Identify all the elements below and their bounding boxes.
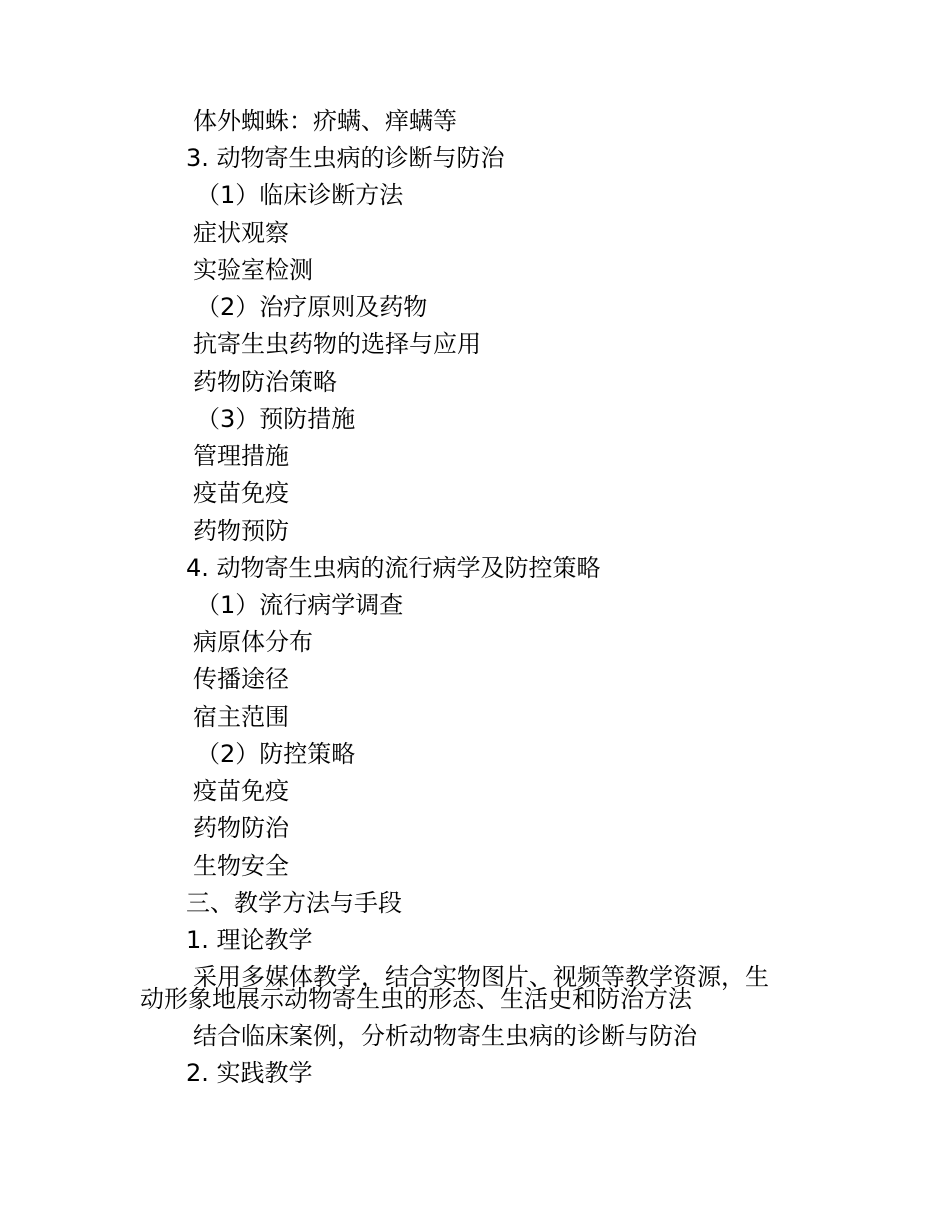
- paragraph-line: 结合临床案例，分析动物寄生虫病的诊断与防治: [193, 1022, 697, 1050]
- subsection-heading: （3）预防措施: [196, 405, 356, 433]
- text-line: 病原体分布: [193, 628, 313, 656]
- text-line: 药物防治策略: [193, 368, 337, 396]
- subsection-heading: （2）治疗原则及药物: [196, 293, 428, 321]
- text-line: 宿主范围: [193, 703, 289, 731]
- text-line: 生物安全: [193, 852, 289, 880]
- text-line: 药物预防: [193, 517, 289, 545]
- section-heading: 2. 实践教学: [186, 1059, 313, 1087]
- chapter-heading: 三、教学方法与手段: [186, 889, 402, 917]
- text-line: 症状观察: [193, 219, 289, 247]
- subsection-heading: （1）临床诊断方法: [196, 181, 404, 209]
- section-heading: 1. 理论教学: [186, 926, 313, 954]
- paragraph-line: 采用多媒体教学，结合实物图片、视频等教学资源，生: [193, 963, 769, 991]
- subsection-heading: （1）流行病学调查: [196, 591, 404, 619]
- paragraph-line-continued: 动形象地展示动物寄生虫的形态、生活史和防治方法: [140, 985, 692, 1013]
- text-line: 传播途径: [193, 665, 289, 693]
- text-line: 抗寄生虫药物的选择与应用: [193, 330, 481, 358]
- text-line: 实验室检测: [193, 256, 313, 284]
- section-heading: 3. 动物寄生虫病的诊断与防治: [186, 144, 505, 172]
- text-line: 管理措施: [193, 442, 289, 470]
- subsection-heading: （2）防控策略: [196, 740, 356, 768]
- text-line: 药物防治: [193, 814, 289, 842]
- section-heading: 4. 动物寄生虫病的流行病学及防控策略: [186, 554, 601, 582]
- text-line: 体外蜘蛛：疥螨、痒螨等: [193, 107, 457, 135]
- text-line: 疫苗免疫: [193, 479, 289, 507]
- text-line: 疫苗免疫: [193, 777, 289, 805]
